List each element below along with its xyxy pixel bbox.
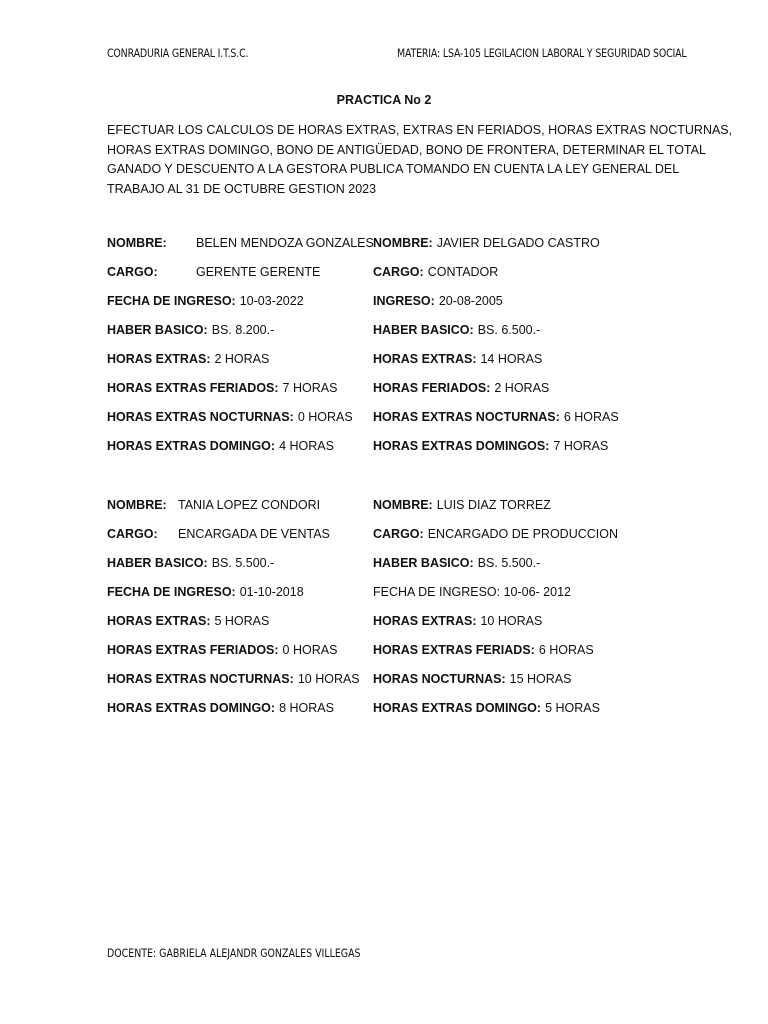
- field-value: TANIA LOPEZ CONDORI: [178, 498, 321, 512]
- field-label: HORAS EXTRAS FERIADS:: [373, 643, 535, 657]
- employee-field-row: [107, 556, 274, 570]
- field-value: FECHA DE INGRESO: 10-06- 2012: [373, 585, 571, 599]
- field-value: 10 HORAS: [297, 672, 360, 686]
- employee-field-row: [107, 265, 321, 279]
- field-label: FECHA DE INGRESO:: [107, 294, 236, 308]
- field-value: BS. 5.500.-: [477, 556, 541, 570]
- field-value: JAVIER DELGADO CASTRO: [436, 236, 600, 250]
- field-value: 15 HORAS: [509, 672, 572, 686]
- employee-field-row: [373, 614, 542, 628]
- field-value: 4 HORAS: [279, 439, 334, 453]
- field-label: CARGO:: [107, 265, 158, 279]
- instructions: [107, 121, 733, 199]
- field-label: FECHA DE INGRESO:: [107, 585, 236, 599]
- employee-field-row: [373, 381, 549, 395]
- field-label: HORAS NOCTURNAS:: [373, 672, 506, 686]
- field-label: NOMBRE:: [107, 236, 167, 250]
- employee-field-row: [107, 439, 334, 453]
- employee-field-row: [373, 410, 619, 424]
- field-value: 6 HORAS: [538, 643, 594, 657]
- field-label: HORAS EXTRAS DOMINGOS:: [373, 439, 550, 453]
- field-label: HORAS EXTRAS:: [107, 614, 211, 628]
- employee-field-row: [107, 236, 374, 250]
- field-label: HORAS EXTRAS:: [107, 352, 211, 366]
- instructions-line: HORAS EXTRAS DOMINGO, BONO DE ANTIGÜEDAD, BONO DE FRONTERA, DETERMINAR EL TOTAL: [107, 142, 706, 157]
- footer-teacher: DOCENTE: GABRIELA ALEJANDR GONZALES VILLEGAS: [107, 946, 361, 960]
- employee-field-row: [373, 672, 571, 686]
- field-value: 7 HORAS: [553, 439, 609, 453]
- instructions-line: EFECTUAR LOS CALCULOS DE HORAS EXTRAS, EXTRAS EN FERIADOS, HORAS EXTRAS NOCTURNAS,: [107, 123, 733, 137]
- employee-field-row: [107, 352, 269, 366]
- field-value: BS. 6.500.-: [477, 323, 541, 337]
- header-institution: CONRADURIA GENERAL I.T.S.C.: [107, 46, 249, 60]
- employee-field-row: [107, 701, 334, 715]
- employee-field-row: [373, 643, 594, 657]
- field-label: CARGO:: [373, 265, 424, 279]
- field-value: BS. 8.200.-: [211, 323, 275, 337]
- employee-field-row: [107, 381, 337, 395]
- field-value: 14 HORAS: [480, 352, 543, 366]
- employee-field-row: [373, 585, 571, 599]
- field-label: HORAS EXTRAS:: [373, 614, 477, 628]
- field-label: HORAS EXTRAS DOMINGO:: [107, 701, 276, 715]
- field-value: 10-03-2022: [239, 294, 304, 308]
- employee-field-row: [373, 265, 498, 279]
- field-label: HABER BASICO:: [373, 323, 474, 337]
- page-title: PRACTICA No 2: [336, 93, 432, 107]
- field-value: CONTADOR: [427, 265, 499, 279]
- field-label: INGRESO:: [373, 294, 435, 308]
- field-value: ENCARGADA DE VENTAS: [178, 527, 330, 541]
- field-label: HORAS EXTRAS FERIADOS:: [107, 643, 279, 657]
- field-value: 01-10-2018: [239, 585, 304, 599]
- field-label: HORAS EXTRAS DOMINGO:: [373, 701, 542, 715]
- employee-field-row: [373, 323, 540, 337]
- field-value: 5 HORAS: [214, 614, 270, 628]
- employee-field-row: [373, 294, 503, 308]
- employee-field-row: [373, 498, 551, 512]
- field-label: HORAS EXTRAS NOCTURNAS:: [107, 410, 294, 424]
- employee-field-row: [107, 614, 269, 628]
- field-value: 7 HORAS: [282, 381, 338, 395]
- field-label: NOMBRE:: [373, 498, 433, 512]
- field-label: NOMBRE:: [107, 498, 167, 512]
- employee-field-row: [373, 439, 608, 453]
- field-value: 2 HORAS: [494, 381, 550, 395]
- employee-field-row: [373, 236, 600, 250]
- instructions-line: TRABAJO AL 31 DE OCTUBRE GESTION 2023: [107, 181, 377, 196]
- field-value: LUIS DIAZ TORREZ: [436, 498, 551, 512]
- field-label: HORAS EXTRAS NOCTURNAS:: [373, 410, 560, 424]
- field-label: HORAS EXTRAS DOMINGO:: [107, 439, 276, 453]
- field-label: HORAS FERIADOS:: [373, 381, 491, 395]
- field-value: BELEN MENDOZA GONZALES: [196, 236, 374, 250]
- employee-field-row: [373, 527, 618, 541]
- employee-field-row: [373, 556, 540, 570]
- employee-field-row: [373, 701, 600, 715]
- employee-field-row: [107, 672, 360, 686]
- field-value: BS. 5.500.-: [211, 556, 275, 570]
- header-subject: MATERIA: LSA-105 LEGILACION LABORAL Y SEGURIDAD SOCIAL: [397, 46, 687, 60]
- field-value: 5 HORAS: [545, 701, 600, 715]
- field-value: GERENTE GERENTE: [196, 265, 321, 279]
- field-value: 20-08-2005: [438, 294, 503, 308]
- field-label: CARGO:: [373, 527, 424, 541]
- employee-field-row: [107, 410, 353, 424]
- field-label: HORAS EXTRAS NOCTURNAS:: [107, 672, 294, 686]
- field-value: 0 HORAS: [282, 643, 338, 657]
- employee-field-row: [107, 294, 304, 308]
- field-value: 0 HORAS: [297, 410, 353, 424]
- field-label: CARGO:: [107, 527, 158, 541]
- field-label: NOMBRE:: [373, 236, 433, 250]
- field-label: HORAS EXTRAS FERIADOS:: [107, 381, 279, 395]
- field-label: HORAS EXTRAS:: [373, 352, 477, 366]
- employee-field-row: [107, 498, 321, 512]
- field-label: HABER BASICO:: [373, 556, 474, 570]
- field-label: HABER BASICO:: [107, 323, 208, 337]
- field-value: 10 HORAS: [480, 614, 543, 628]
- employee-field-row: [373, 352, 542, 366]
- field-value: 6 HORAS: [563, 410, 619, 424]
- employee-field-row: [107, 527, 330, 541]
- employee-field-row: [107, 585, 304, 599]
- field-label: HABER BASICO:: [107, 556, 208, 570]
- field-value: 2 HORAS: [214, 352, 270, 366]
- employee-field-row: [107, 323, 274, 337]
- instructions-line: GANADO Y DESCUENTO A LA GESTORA PUBLICA TOMANDO EN CUENTA LA LEY GENERAL DEL: [107, 162, 680, 176]
- employee-field-row: [107, 643, 337, 657]
- field-value: 8 HORAS: [279, 701, 334, 715]
- field-value: ENCARGADO DE PRODUCCION: [427, 527, 618, 541]
